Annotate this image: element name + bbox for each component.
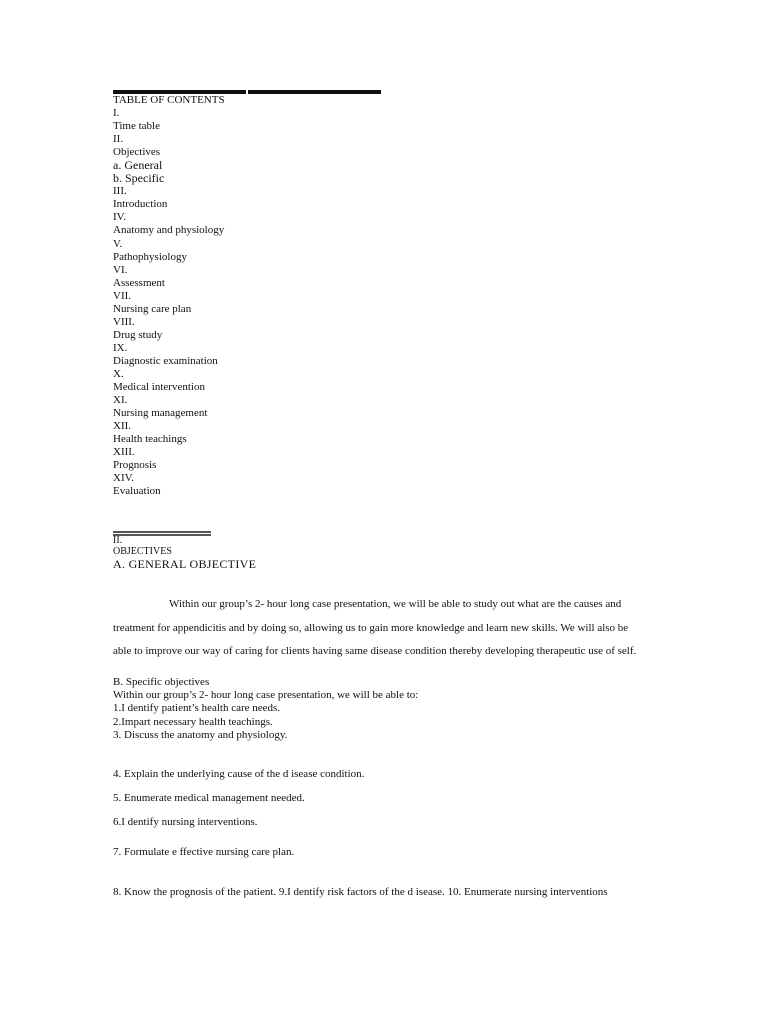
toc-line: I. [113, 107, 120, 120]
title-underline-right [248, 90, 381, 94]
toc-line: Objectives [113, 146, 161, 159]
specific-objective-item-8-10: 8. Know the prognosis of the patient. 9.I dentify risk factors of the d isease. 10. Enumerate nursing interventions [113, 886, 608, 898]
toc-line: Introduction [113, 198, 168, 211]
toc-line: Drug study [113, 328, 163, 341]
toc-line: III. [113, 185, 127, 198]
specific-objectives [113, 676, 418, 742]
toc-line: XI. [113, 394, 128, 407]
toc-line: II. [113, 133, 124, 146]
toc-line: Prognosis [113, 459, 157, 472]
toc-line: Pathophysiology [113, 250, 187, 263]
general-objective-line: able to improve our way of caring for clients having same disease condition thereby developing therapeutic use of self. [113, 645, 637, 657]
specific-objective-item-6: 6.I dentify nursing interventions. [113, 816, 258, 828]
toc-line: Nursing management [113, 407, 208, 420]
general-objective-line [113, 598, 653, 610]
toc-line: Health teachings [113, 433, 187, 446]
toc-line: Time table [113, 120, 160, 133]
toc-line: Nursing care plan [113, 302, 192, 315]
toc-line: XIII. [113, 446, 135, 459]
toc-line: XIV. [113, 472, 134, 485]
table-of-contents [113, 94, 225, 498]
toc-line: VI. [113, 263, 128, 276]
toc-line: X. [113, 367, 124, 380]
general-objective-text: Within our group’s 2- hour long case presentation, we will be able to study out what are the causes and [169, 598, 622, 610]
toc-line: IV. [113, 211, 126, 224]
specific-objectives-intro: Within our group’s 2- hour long case presentation, we will be able to: [113, 689, 419, 702]
toc-line: a. General [113, 158, 163, 173]
specific-objective-item: 3. Discuss the anatomy and physiology. [113, 728, 288, 741]
toc-line: Medical intervention [113, 381, 205, 394]
objectives-numeral: II. [113, 535, 123, 546]
toc-line: V. [113, 237, 123, 250]
specific-objectives-heading: B. Specific objectives [113, 676, 210, 688]
objectives-double-rule [113, 531, 211, 536]
general-objective-line: treatment for appendicitis and by doing so, allowing us to gain more knowledge and learn new skills. We will also be [113, 622, 629, 634]
toc-line: b. Specific [113, 171, 165, 186]
specific-objective-item: 1.I dentify patient’s health care needs. [113, 702, 281, 715]
toc-line: VII. [113, 289, 132, 302]
specific-objective-item: 2.Impart necessary health teachings. [113, 715, 273, 728]
specific-objective-item-4: 4. Explain the underlying cause of the d isease condition. [113, 768, 365, 780]
general-objective-heading: A. GENERAL OBJECTIVE [113, 557, 257, 571]
toc-line: Diagnostic examination [113, 354, 218, 367]
toc-line: Evaluation [113, 485, 161, 498]
toc-line: Anatomy and physiology [113, 224, 225, 237]
toc-line: XII. [113, 420, 132, 433]
toc-line: VIII. [113, 315, 135, 328]
specific-objective-item-5: 5. Enumerate medical management needed. [113, 792, 305, 804]
specific-objective-item-7: 7. Formulate e ffective nursing care plan. [113, 846, 295, 858]
objectives-heading: OBJECTIVES [113, 546, 172, 557]
toc-line: IX. [113, 341, 128, 354]
toc-title: TABLE OF CONTENTS [113, 94, 225, 106]
toc-line: Assessment [113, 276, 165, 289]
